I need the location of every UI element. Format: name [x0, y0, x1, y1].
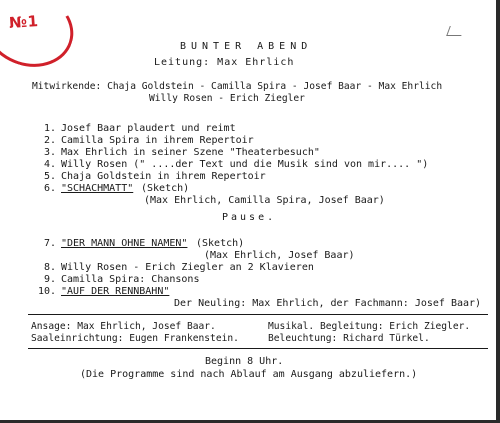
stamp-number: №1 [8, 11, 40, 33]
mitwirkende-line-2: Willy Rosen - Erich Ziegler [149, 93, 305, 104]
mitwirkende-line-1: Mitwirkende: Chaja Goldstein - Camilla Spira - Josef Baar - Max Ehrlich [32, 81, 443, 92]
program-item-4: Willy Rosen (" ....der Text und die Musik sind von mir.... ") [61, 159, 429, 170]
credit-ansage: Ansage: Max Ehrlich, Josef Baar. [31, 321, 216, 332]
pause-label: Pause. [222, 212, 277, 223]
credit-saaleinrichtung: Saaleinrichtung: Eugen Frankenstein. [31, 333, 239, 344]
item-number: 5. [44, 171, 57, 182]
document-title: BUNTER ABEND [180, 41, 313, 52]
item-number: 6. [44, 183, 57, 194]
program-item-2: Camilla Spira in ihrem Repertoir [61, 135, 254, 146]
item-number: 9. [44, 274, 57, 285]
item-number: 1. [44, 123, 57, 134]
program-item-1: Josef Baar plaudert und reimt [61, 123, 236, 134]
sketch-title-mann-ohne-namen: "DER MANN OHNE NAMEN" [61, 238, 188, 249]
divider-top [28, 314, 488, 315]
program-item-5: Chaja Goldstein in ihrem Repertoir [61, 171, 266, 182]
beginn-time: Beginn 8 Uhr. [205, 356, 284, 367]
item-number: 10. [38, 286, 57, 297]
credit-beleuchtung: Beleuchtung: Richard Türkel. [268, 333, 430, 344]
footer-note: (Die Programme sind nach Ablauf am Ausgang abzuliefern.) [80, 369, 418, 380]
sketch-cast: (Max Ehrlich, Josef Baar) [204, 250, 355, 261]
program-item-9: Camilla Spira: Chansons [61, 274, 200, 285]
divider-bottom [28, 348, 488, 349]
leitung-line: Leitung: Max Ehrlich [154, 57, 295, 68]
item-number: 4. [44, 159, 57, 170]
credit-musik: Musikal. Begleitung: Erich Ziegler. [268, 321, 471, 332]
sketch-kind: (Sketch) [141, 183, 190, 194]
item-number: 2. [44, 135, 57, 146]
sketch-title-rennbahn: "AUF DER RENNBAHN" [61, 286, 170, 297]
sketch-kind: (Sketch) [196, 238, 245, 249]
item-number: 8. [44, 262, 57, 273]
sketch-cast: Der Neuling: Max Ehrlich, der Fachmann: Josef Baar) [174, 298, 482, 309]
program-item-3: Max Ehrlich in seiner Szene "Theaterbesuch" [61, 147, 320, 158]
item-number: 7. [44, 238, 57, 249]
item-number: 3. [44, 147, 57, 158]
program-item-8: Willy Rosen - Erich Ziegler an 2 Klavieren [61, 262, 314, 273]
sketch-title-schachmatt: "SCHACHMATT" [61, 183, 134, 194]
sketch-cast: (Max Ehrlich, Camilla Spira, Josef Baar) [144, 195, 385, 206]
